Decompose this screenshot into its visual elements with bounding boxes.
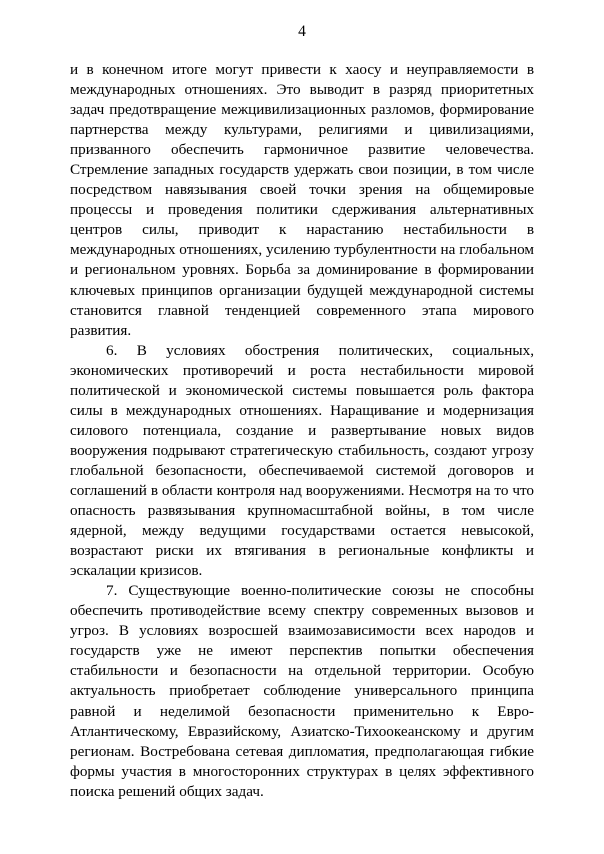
paragraph-item-6: 6. В условиях обострения политических, социальных, экономических противоречий и роста нестабильности мировой политической и экономической системы повышается роль фактора силы в международных отношениях. Наращивание и модернизация силового потенциала, создание и развертывание новых видов вооружения подрывают стратегическую стабильность, создают угрозу глобальной безопасности, обеспечиваемой системой договоров и соглашений в области контроля над вооружениями. Несмотря на то что опасность развязывания крупномасштабной войны, в том числе ядерной, между ведущими государствами остается невысокой, возрастают риски их втягивания в региональные конфликты и эскалации кризисов. xyxy=(70,341,534,580)
paragraph-item-7: 7. Существующие военно-политические союзы не способны обеспечить противодействие всему спектру современных вызовов и угроз. В условиях возросшей взаимозависимости всех народов и государств уже не имеют перспектив попытки обеспечения стабильности и безопасности на отдельной территории. Особую актуальность приобретает соблюдение универсального принципа равной и неделимой безопасности применительно к Евро-Атлантическому, Евразийскому, Азиатско-Тихоокеанскому и другим регионам. Востребована сетевая дипломатия, предполагающая гибкие формы участия в многосторонних структурах в целях эффективного поиска решений общих задач. xyxy=(70,582,534,800)
paragraph-continuation: и в конечном итоге могут привести к хаосу и неуправляемости в международных отношениях. Это выводит в разряд приоритетных задач предотвращение межцивилизационных разломов, формирование партнерства между культурами, религиями и цивилизациями, призванного обеспечить гармоничное развитие человечества. Стремление западных государств удержать свои позиции, в том числе посредством навязывания своей точки зрения на общемировые процессы и проведения политики сдерживания альтернативных центров силы, приводит к нарастанию нестабильности в международных отношениях, усилению турбулентности на глобальном и региональном уровнях. Борьба за доминирование в формировании ключевых принципов организации будущей международной системы становится главной тенденцией современного этапа мирового развития. xyxy=(70,61,534,339)
page-number: 4 xyxy=(298,23,306,40)
document-body xyxy=(70,60,534,802)
